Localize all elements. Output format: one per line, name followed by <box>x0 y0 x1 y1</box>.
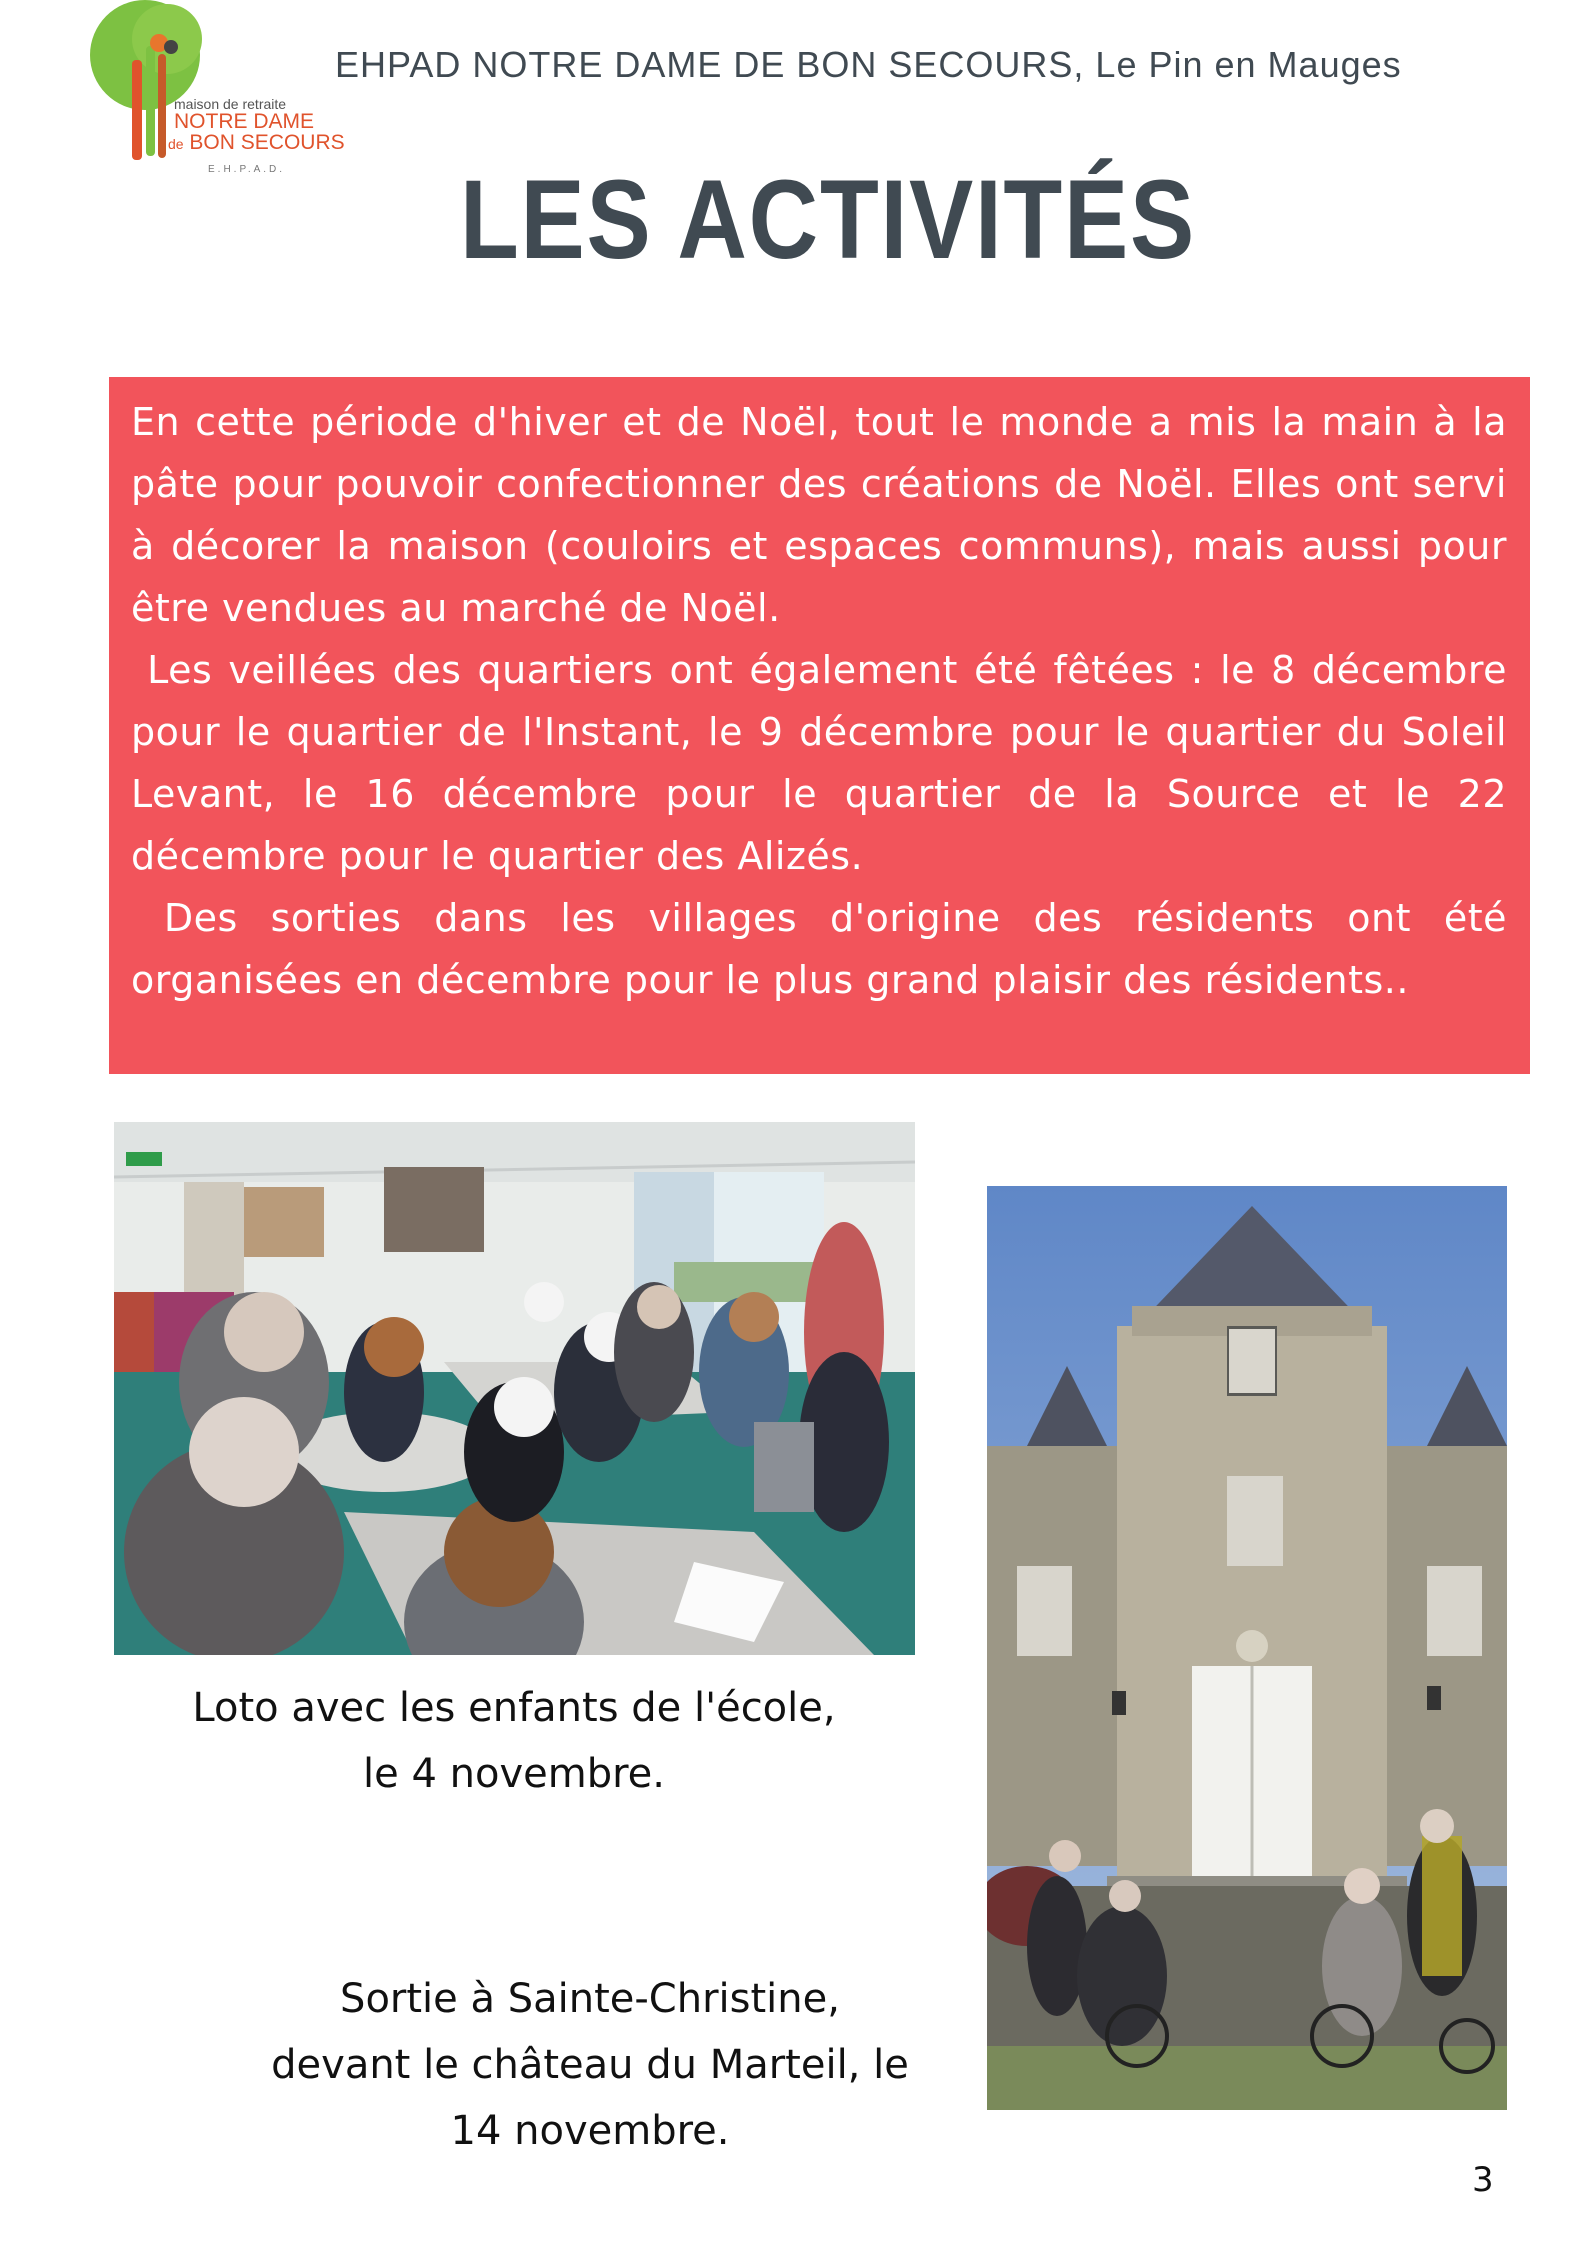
photo-chateau <box>987 1186 1507 2110</box>
page-title: LES ACTIVITÉS <box>460 157 1196 282</box>
photo-loto-illustration <box>114 1122 915 1655</box>
logo-subtitle: maison de retraite <box>174 96 287 112</box>
caption-chateau <box>200 1966 980 2164</box>
intro-paragraph-3: Des sorties dans les villages d'origine des résidents ont été organisées en décembre pour le plus grand plaisir des résidents.. <box>131 896 1507 1002</box>
logo-ehpad: E.H.P.A.D. <box>208 164 286 175</box>
intro-text <box>131 391 1507 1011</box>
caption-chateau-line1: Sortie à Sainte-Christine, <box>340 1976 840 2022</box>
logo-head-2 <box>164 40 178 54</box>
intro-box <box>109 377 1530 1074</box>
logo-figure-1 <box>132 60 142 160</box>
photo-chateau-illustration <box>987 1186 1507 2110</box>
caption-loto-line1: Loto avec les enfants de l'école, <box>192 1685 836 1731</box>
logo <box>82 0 352 185</box>
logo-name-prefix: de <box>168 136 184 152</box>
logo-name-line2 <box>168 131 345 155</box>
logo-name-line1: NOTRE DAME <box>174 110 315 133</box>
header-title: EHPAD NOTRE DAME DE BON SECOURS, Le Pin en Mauges <box>335 44 1402 85</box>
intro-paragraph-2: Les veillées des quartiers ont également été fêtées : le 8 décembre pour le quartier de l'Instant, le 9 décembre pour le quartier du Soleil Levant, le 16 décembre pour le quartier de la Source et le 22 décembre pour le quartier des Alizés. <box>131 648 1507 878</box>
logo-name-main: BON SECOURS <box>189 131 345 154</box>
logo-figure-2 <box>146 46 155 156</box>
logo-figure-3 <box>158 54 166 158</box>
caption-loto <box>114 1675 914 1807</box>
caption-chateau-line2: devant le château du Marteil, le <box>271 2042 909 2088</box>
intro-paragraph-1: En cette période d'hiver et de Noël, tout le monde a mis la main à la pâte pour pouvoir confectionner des créations de Noël. Elles ont servi à décorer la maison (couloirs et espaces communs), mais aussi pour être vendues au marché de Noël. <box>131 400 1507 630</box>
caption-loto-line2: le 4 novembre. <box>363 1751 665 1797</box>
caption-chateau-line3: 14 novembre. <box>450 2108 730 2154</box>
photo-loto <box>114 1122 915 1655</box>
page-number: 3 <box>1472 2160 1494 2200</box>
